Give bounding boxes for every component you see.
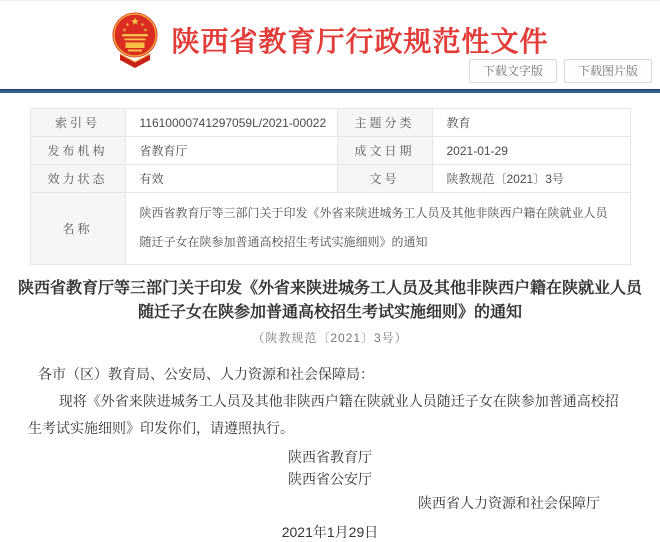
topic-category-value: 教育 bbox=[432, 109, 630, 137]
header-divider bbox=[0, 89, 660, 93]
index-number-label: 索引号 bbox=[30, 109, 125, 137]
issue-date-value: 2021-01-29 bbox=[432, 137, 630, 165]
signature-line-public-security: 陕西省公安厅 bbox=[288, 471, 372, 488]
name-value: 陕西省教育厅等三部门关于印发《外省来陕进城务工人员及其他非陕西户籍在陕就业人员随迁子女在陕参加普通高校招生考试实施细则》的通知 bbox=[125, 193, 630, 265]
download-text-button[interactable]: 下载文字版 bbox=[469, 59, 557, 83]
national-emblem-icon bbox=[111, 11, 159, 68]
index-number-value: 11610000741297059L/2021-00022 bbox=[125, 109, 337, 137]
download-image-button[interactable]: 下载图片版 bbox=[564, 59, 652, 83]
name-label: 名称 bbox=[30, 193, 125, 265]
document-body bbox=[12, 364, 648, 542]
document-date: 2021年1月29日 bbox=[281, 524, 379, 541]
document-title: 陕西省教育厅等三部门关于印发《外省来陕进城务工人员及其他非陕西户籍在陕就业人员随迁子女在陕参加普通高校招生考试实施细则》的通知 bbox=[17, 279, 642, 321]
table-row bbox=[30, 165, 630, 193]
validity-status-label: 效力状态 bbox=[30, 165, 125, 193]
download-buttons bbox=[469, 59, 652, 83]
signature-line-education: 陕西省教育厅 bbox=[288, 449, 372, 466]
issuing-agency-label: 发布机构 bbox=[30, 137, 125, 165]
meta-table bbox=[30, 108, 631, 265]
table-row bbox=[30, 193, 630, 265]
document-number: （陕教规范〔2021〕3号） bbox=[252, 330, 408, 345]
issuing-agency-value: 省教育厅 bbox=[125, 137, 337, 165]
issue-date-label: 成文日期 bbox=[337, 137, 432, 165]
signature-block bbox=[28, 446, 632, 542]
signature-line-hr-social-security: 陕西省人力资源和社会保障厅 bbox=[418, 495, 600, 512]
table-row bbox=[30, 109, 630, 137]
salutation: 各市（区）教育局、公安局、人力资源和社会保障局： bbox=[38, 365, 374, 382]
doc-number-value: 陕教规范〔2021〕3号 bbox=[432, 165, 630, 193]
doc-number-label: 文号 bbox=[337, 165, 432, 193]
site-title: 陕西省教育厅行政规范性文件 bbox=[171, 25, 549, 57]
document bbox=[0, 277, 660, 542]
table-row bbox=[30, 137, 630, 165]
header bbox=[0, 1, 660, 89]
validity-status-value: 有效 bbox=[125, 165, 337, 193]
body-paragraph: 现将《外省来陕进城务工人员及其他非陕西户籍在陕就业人员随迁子女在陕参加普通高校招生考试实施细则》印发你们，请遵照执行。 bbox=[28, 392, 619, 437]
topic-category-label: 主题分类 bbox=[337, 109, 432, 137]
